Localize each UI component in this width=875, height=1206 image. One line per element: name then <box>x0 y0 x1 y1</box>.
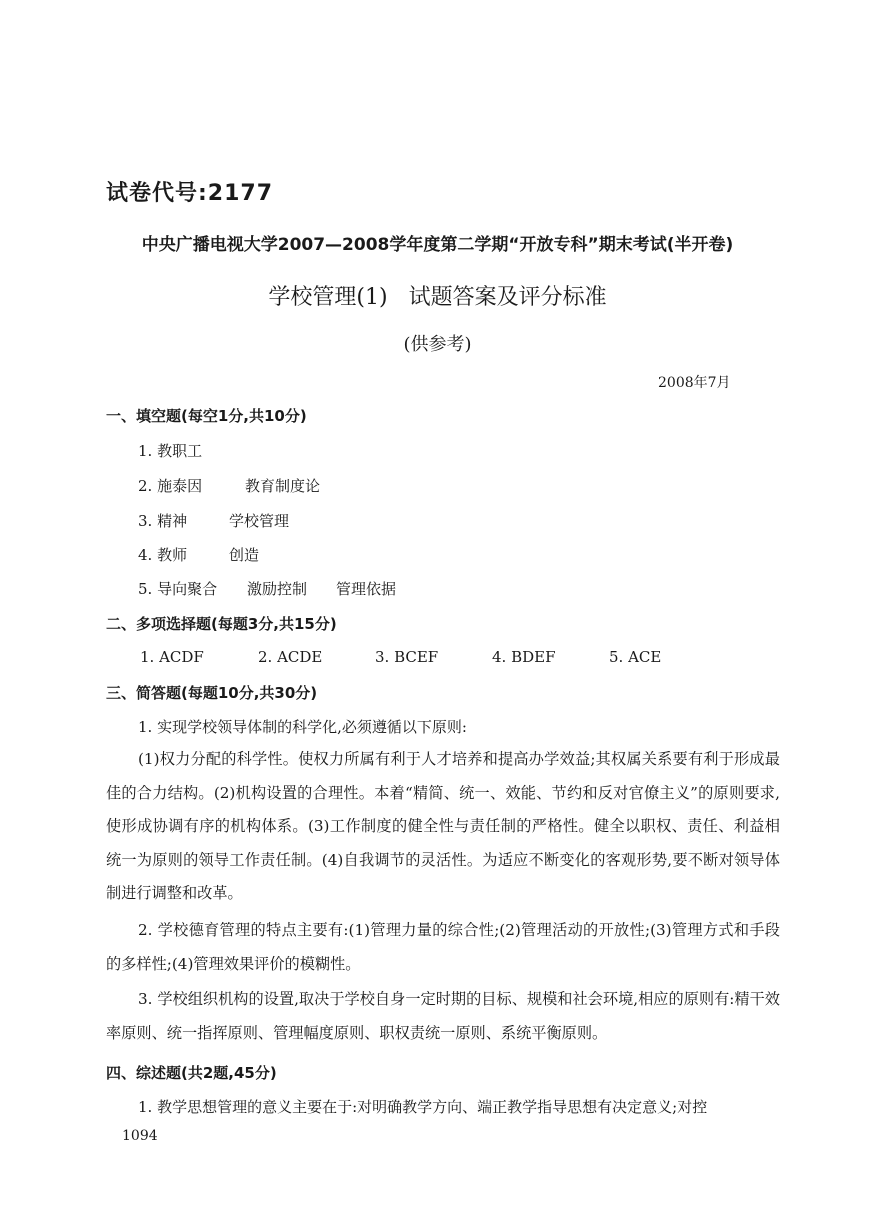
choice-answer-3: 3. BCEF <box>375 648 439 666</box>
fill-answer-1: 1. 教职工 <box>138 442 203 460</box>
fill-answer-5a: 5. 导向聚合 <box>138 580 218 598</box>
choice-answer-1: 1. ACDF <box>140 648 204 666</box>
choice-answer-5: 5. ACE <box>609 648 662 666</box>
choice-answer-2: 2. ACDE <box>258 648 323 666</box>
essay-answer-1: 1. 教学思想管理的意义主要在于:对明确教学方向、端正教学指导思想有决定意义;对控 <box>138 1098 708 1116</box>
short-answer-1-body: (1)权力分配的科学性。使权力所属有利于人才培养和提高办学效益;其权属关系要有利于形成最佳的合力结构。(2)机构设置的合理性。本着“精简、统一、效能、节约和反对官僚主义”的原则要求,使形成协调有序的机构体系。(3)工作制度的健全性与责任制的严格性。健全以职权、责任、利益相统一为原则的领导工作责任制。(4)自我调节的灵活性。为适应不断变化的客观形势,要不断对领导体制进行调整和改革。 <box>106 750 780 902</box>
fill-answer-5b: 激励控制 <box>247 580 308 598</box>
exam-title: 中央广播电视大学2007—2008学年度第二学期“开放专科”期末考试(半开卷) <box>141 235 734 255</box>
section-4-heading: 四、综述题(共2题,45分) <box>106 1064 277 1082</box>
fill-answer-2b: 教育制度论 <box>245 477 321 495</box>
short-answer-3: 3. 学校组织机构的设置,取决于学校自身一定时期的目标、规模和社会环境,相应的原则有:精干效率原则、统一指挥原则、管理幅度原则、职权责统一原则、系统平衡原则。 <box>106 990 780 1042</box>
fill-answer-5c: 管理依据 <box>336 580 397 598</box>
fill-answer-3b: 学校管理 <box>229 512 290 530</box>
section-2-heading: 二、多项选择题(每题3分,共15分) <box>106 615 337 633</box>
fill-answer-4b: 创造 <box>229 546 260 564</box>
section-1-heading: 一、填空题(每空1分,共10分) <box>106 407 307 425</box>
fill-answer-2a: 2. 施泰因 <box>138 477 203 495</box>
short-answer-2: 2. 学校德育管理的特点主要有:(1)管理力量的综合性;(2)管理活动的开放性;(3)管理方式和手段的多样性;(4)管理效果评价的模糊性。 <box>106 921 780 973</box>
fill-answer-3a: 3. 精神 <box>138 512 188 530</box>
fill-answer-4a: 4. 教师 <box>138 546 188 564</box>
choice-answer-4: 4. BDEF <box>492 648 556 666</box>
section-3-heading: 三、简答题(每题10分,共30分) <box>106 684 318 702</box>
exam-date: 2008年7月 <box>658 375 731 391</box>
page-number: 1094 <box>122 1128 158 1144</box>
short-answer-1-intro: 1. 实现学校领导体制的科学化,必须遵循以下原则: <box>138 718 467 736</box>
course-title: 学校管理(1) 试题答案及评分标准 <box>268 285 607 310</box>
reference-note: (供参考) <box>403 334 472 355</box>
paper-code: 试卷代号:2177 <box>106 181 274 206</box>
